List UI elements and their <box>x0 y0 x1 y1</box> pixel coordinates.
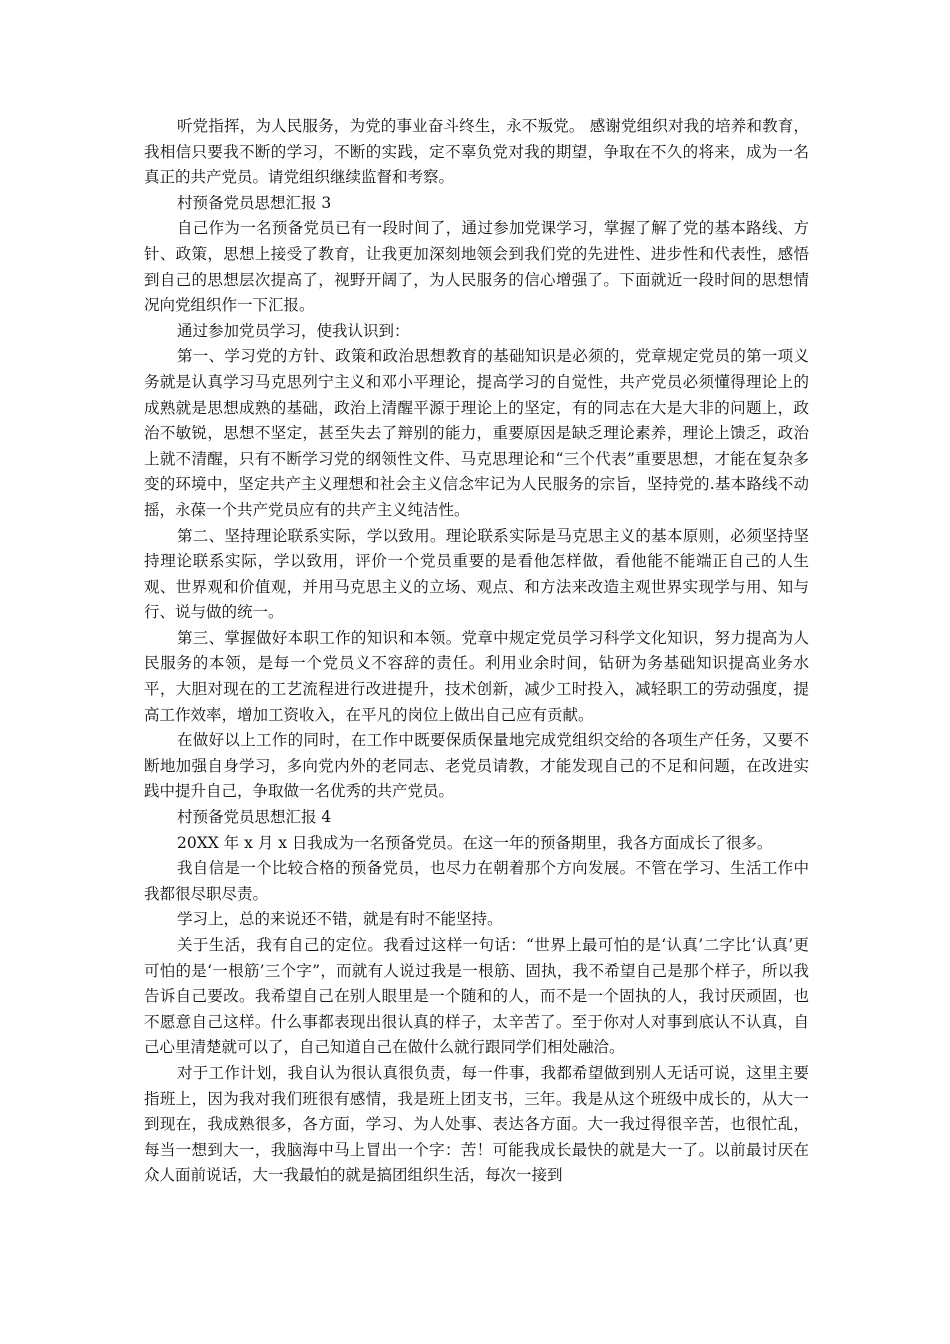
paragraph-conclusion-report-3: 在做好以上工作的同时，在工作中既要保质保量地完成党组织交给的各项生产任务，又要不断地加强自身学习，多向党内外的老同志、老党员请教，才能发现自己的不足和问题，在改进实践中提升自己，争取做一名优秀的共产党员。 <box>144 731 809 801</box>
paragraph-intro-report-3: 自己作为一名预备党员已有一段时间了，通过参加党课学习，掌握了解了党的基本路线、方针、政策，思想上接受了教育，让我更加深刻地领会到我们党的先进性、进步性和代表性，感悟到自己的思想层次提高了，视野开阔了，为人民服务的信心增强了。下面就近一段时间的思想情况向党组织作一下汇报。 <box>144 219 809 315</box>
paragraph-learning-lead: 通过参加党员学习，使我认识到： <box>177 321 410 340</box>
paragraph-point-three: 第三、掌握做好本职工作的知识和本领。党章中规定党员学习科学文化知识，努力提高为人民服务的本领，是每一个党员义不容辞的责任。利用业余时间，钻研为务基础知识提高业务水平，大胆对现在的工艺流程进行改进提升，技术创新，减少工时投入，减轻职工的劳动强度，提高工作效率，增加工资收入，在平凡的岗位上做出自己应有贡献。 <box>144 628 809 724</box>
paragraph-closing-pledge: 听党指挥，为人民服务，为党的事业奋斗终生，永不叛党。 感谢党组织对我的培养和教育，我相信只要我不断的学习，不断的实践，定不辜负党对我的期望，争取在不久的将来，成为一名真正的共产党员。请党组织继续监督和考察。 <box>144 117 809 187</box>
document-body <box>144 114 809 1189</box>
paragraph-point-one: 第一、学习党的方针、政策和政治思想教育的基础知识是必须的，党章规定党员的第一项义务就是认真学习马克思列宁主义和邓小平理论，提高学习的自觉性，共产党员必须懂得理论上的成熟就是思想成熟的基础，政治上清醒平源于理论上的坚定，有的同志在大是大非的问题上，政治不敏锐，思想不坚定，甚至失去了辩别的能力，重要原因是缺乏理论素养，理论上馈乏，政治上就不清醒，只有不断学习党的纲领性文件、马克思理论和“三个代表”重要思想，才能在复杂多变的环境中，坚定共产主义理想和社会主义信念牢记为人民服务的宗旨，坚持党的.基本路线不动摇，永葆一个共产党员应有的共产主义纯洁性。 <box>144 347 809 519</box>
paragraph-point-two: 第二、坚持理论联系实际，学以致用。理论联系实际是马克思主义的基本原则，必须坚持坚持理论联系实际，学以致用，评价一个党员重要的是看他怎样做，看他能不能端正自己的人生观、世界观和价值观，并用马克思主义的立场、观点、和方法来改造主观世界实现学与用、知与行、说与做的统一。 <box>144 526 809 622</box>
paragraph-date-intro: 20XX 年 x 月 x 日我成为一名预备党员。在这一年的预备期里，我各方面成长了很多。 <box>177 833 773 852</box>
section-heading-report-3: 村预备党员思想汇报 3 <box>177 193 332 212</box>
paragraph-study: 学习上，总的来说还不错，就是有时不能坚持。 <box>177 910 503 929</box>
paragraph-life: 关于生活，我有自己的定位。我看过这样一句话：“世界上最可怕的是‘认真’二字比‘认真’更可怕的是‘一根筋’三个字”，而就有人说过我是一根筋、固执，我不希望自己是那个样子，所以我告诉自己要改。我希望自己在别人眼里是一个随和的人，而不是一个固执的人，我讨厌顽固，也不愿意自己这样。什么事都表现出很认真的样子，太辛苦了。至于你对人对事到底认不认真，自己心里清楚就可以了，自己知道自己在做什么就行跟同学们相处融洽。 <box>144 936 809 1057</box>
paragraph-self-assessment: 我自信是一个比较合格的预备党员，也尽力在朝着那个方向发展。不管在学习、生活工作中我都很尽职尽责。 <box>144 859 809 903</box>
paragraph-work-plan: 对于工作计划，我自认为很认真很负责，每一件事，我都希望做到别人无话可说，这里主要指班上，因为我对我们班很有感情，我是班上团支书，三年。我是从这个班级中成长的，从大一到现在，我成熟很多，各方面，学习、为人处事、表达各方面。大一我过得很辛苦，也很忙乱，每当一想到大一，我脑海中马上冒出一个字：苦！可能我成长最快的就是大一了。以前最讨厌在众人面前说话，大一我最怕的就是搞团组织生活，每次一接到 <box>144 1063 809 1185</box>
section-heading-report-4: 村预备党员思想汇报 4 <box>177 808 332 827</box>
